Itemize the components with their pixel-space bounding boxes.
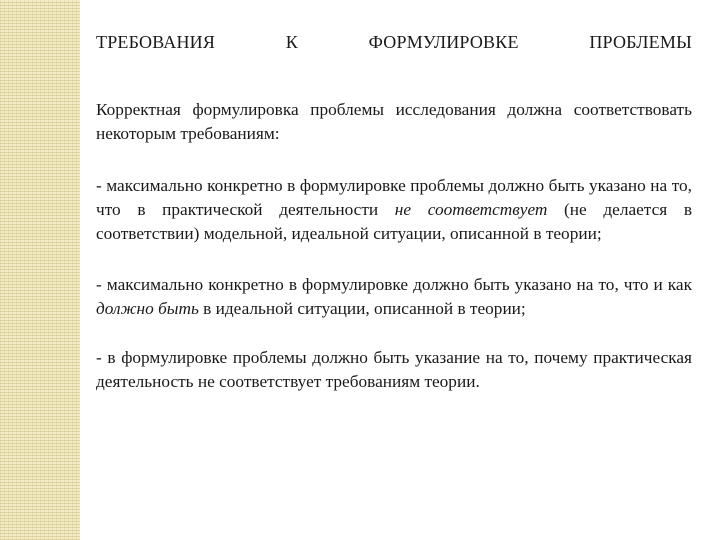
requirement-item-2 xyxy=(96,273,692,321)
item-text: - максимально конкретно в формулировке должно быть указано на то, что и как xyxy=(96,275,692,294)
requirement-item-3: - в формулировке проблемы должно быть указание на то, почему практическая деятельность не соответствует требованиям теории. xyxy=(96,348,692,391)
slide-content xyxy=(96,29,692,394)
title-word: ФОРМУЛИРОВКЕ xyxy=(368,32,519,52)
decorative-side-strip xyxy=(0,0,80,540)
item-text: - максимально конкретно в формулировке проблемы должно быть указано на то, что в практической деятельности xyxy=(96,176,692,219)
requirement-item-1 xyxy=(96,174,692,246)
item-emphasis: не соответствует xyxy=(394,200,548,219)
item-text: (не делается в соответствии) модельной, идеальной ситуации, описанной в теории; xyxy=(96,200,693,243)
title-word: К xyxy=(285,32,298,52)
intro-paragraph: Корректная формулировка проблемы исследования должна соответствовать некоторым требованиям: xyxy=(96,100,692,143)
item-text: в идеальной ситуации, описанной в теории; xyxy=(198,299,526,318)
slide-title xyxy=(96,29,692,55)
title-word: ПРОБЛЕМЫ xyxy=(589,32,692,52)
title-word: ТРЕБОВАНИЯ xyxy=(96,32,216,52)
item-emphasis: должно быть xyxy=(96,299,199,318)
